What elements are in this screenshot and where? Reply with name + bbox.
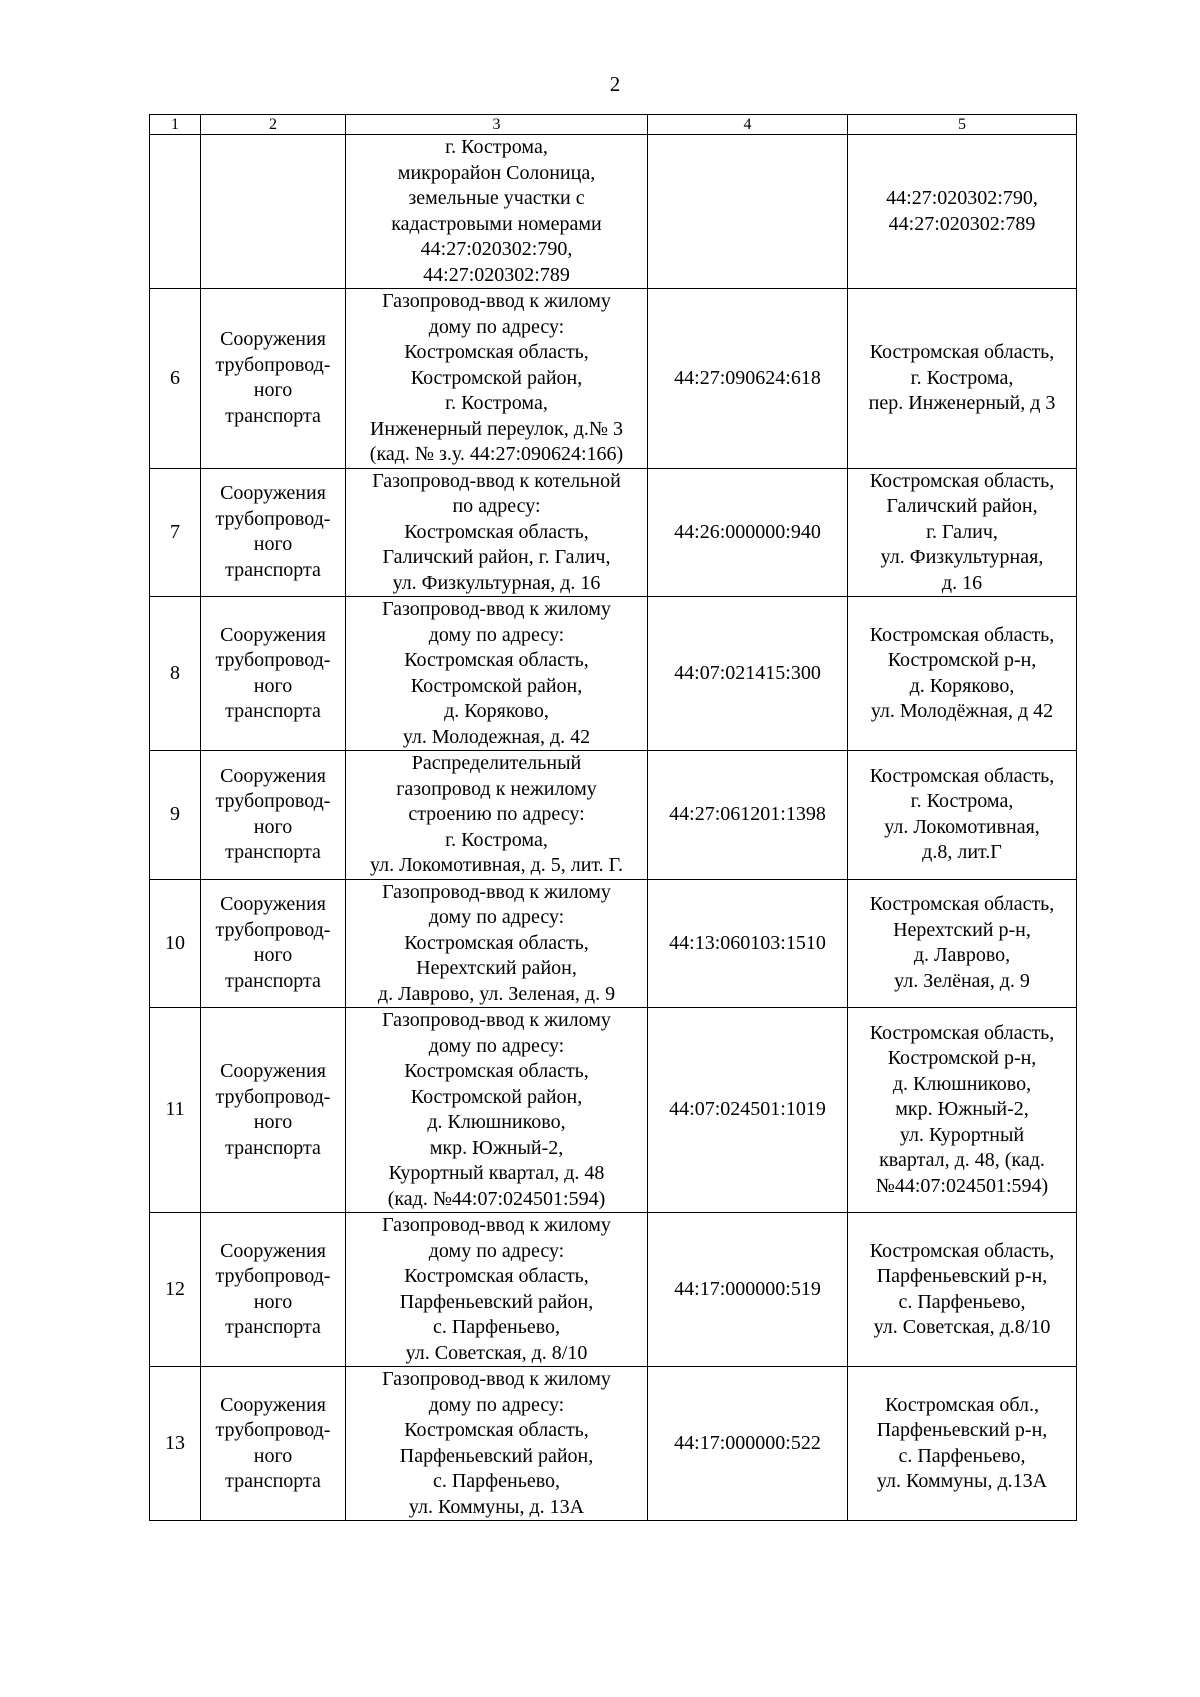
address-cell bbox=[848, 289, 1077, 469]
registry-table bbox=[149, 114, 1077, 1521]
description-line: Газопровод-ввод к жилому bbox=[382, 1009, 611, 1031]
description-line: Нерехтский район, bbox=[416, 957, 577, 979]
description-line: Газопровод-ввод к жилому bbox=[382, 880, 611, 903]
row-number-cell: 7 bbox=[150, 468, 201, 597]
address-cell bbox=[848, 1213, 1077, 1367]
description-line: Костромской район, bbox=[410, 1085, 583, 1108]
continued-description-cell-line: микрорайон Солоница, bbox=[397, 161, 596, 184]
address-line: ул. Курортный bbox=[899, 1123, 1025, 1146]
description-line: Костромская область, bbox=[404, 1265, 589, 1287]
address-line: ул. Коммуны, д.13А bbox=[876, 1470, 1048, 1492]
object-type-line: трубопровод- bbox=[215, 649, 331, 671]
address-line: Костромская область, bbox=[869, 469, 1055, 492]
address-line: г. Кострома, bbox=[910, 366, 1014, 389]
description-line: Распределительный bbox=[411, 752, 582, 774]
address-cell bbox=[848, 1367, 1077, 1521]
table-row bbox=[150, 751, 1077, 880]
object-type-line: транспорта bbox=[225, 969, 321, 992]
description-line: дому по адресу: bbox=[428, 315, 565, 338]
object-type-line: ного bbox=[253, 944, 293, 967]
continued-description-cell bbox=[346, 135, 648, 289]
continued-cadastral-cell bbox=[648, 135, 848, 289]
description-line: Газопровод-ввод к котельной bbox=[372, 469, 621, 492]
cadastral-number-cell: 44:07:021415:300 bbox=[648, 597, 848, 751]
description-line: Парфеньевский район, bbox=[399, 1444, 594, 1467]
address-cell bbox=[848, 597, 1077, 751]
object-type-cell bbox=[201, 1008, 346, 1213]
description-line: Костромская область, bbox=[404, 1419, 589, 1441]
object-type-line: трубопровод- bbox=[215, 1265, 331, 1287]
row-number-cell: 8 bbox=[150, 597, 201, 751]
object-type-cell bbox=[201, 751, 346, 880]
description-line: Газопровод-ввод к жилому bbox=[382, 1214, 611, 1236]
object-type-cell bbox=[201, 1367, 346, 1521]
object-type-line: ного bbox=[253, 379, 293, 402]
address-line: д. Клюшниково, bbox=[892, 1072, 1032, 1095]
description-cell bbox=[346, 468, 648, 597]
object-type-line: трубопровод- bbox=[215, 353, 331, 376]
object-type-line: транспорта bbox=[225, 404, 321, 427]
column-header-5: 5 bbox=[848, 115, 1077, 135]
continued-row bbox=[150, 135, 1077, 289]
description-line: Костромская область, bbox=[404, 931, 589, 954]
object-type-line: трубопровод- bbox=[215, 790, 331, 813]
object-type-line: трубопровод- bbox=[215, 507, 331, 530]
object-type-line: ного bbox=[253, 674, 293, 697]
object-type-line: ного bbox=[253, 533, 293, 556]
address-line: Костромская обл., bbox=[884, 1393, 1039, 1416]
address-line: с. Парфеньево, bbox=[898, 1444, 1026, 1467]
object-type-cell bbox=[201, 879, 346, 1008]
column-header-4: 4 bbox=[648, 115, 848, 135]
description-cell bbox=[346, 1367, 648, 1521]
address-line: д. 16 bbox=[941, 571, 983, 594]
cadastral-number-cell: 44:27:090624:618 bbox=[648, 289, 848, 469]
object-type-line: транспорта bbox=[225, 1316, 321, 1338]
address-cell bbox=[848, 751, 1077, 880]
address-line: г. Кострома, bbox=[910, 790, 1014, 813]
description-line: Курортный квартал, д. 48 bbox=[388, 1162, 605, 1184]
header-row bbox=[150, 115, 1077, 135]
address-line: Нерехтский р-н, bbox=[893, 918, 1031, 941]
object-type-line: транспорта bbox=[225, 700, 321, 722]
row-number-cell: 9 bbox=[150, 751, 201, 880]
object-type-line: Сооружения bbox=[220, 328, 326, 351]
description-line: дому по адресу: bbox=[428, 623, 565, 646]
object-type-cell bbox=[201, 1213, 346, 1367]
row-number-cell: 12 bbox=[150, 1213, 201, 1367]
description-line: с. Парфеньево, bbox=[432, 1316, 561, 1338]
address-line: с. Парфеньево, bbox=[898, 1290, 1026, 1313]
description-line: Газопровод-ввод к жилому bbox=[382, 290, 611, 312]
column-header-1: 1 bbox=[150, 115, 201, 135]
continued-num-cell bbox=[150, 135, 201, 289]
description-cell bbox=[346, 751, 648, 880]
continued-address-cell-line: 44:27:020302:790, bbox=[886, 187, 1038, 209]
description-line: дому по адресу: bbox=[428, 906, 565, 928]
continued-address-cell bbox=[848, 135, 1077, 289]
description-line: дому по адресу: bbox=[428, 1034, 565, 1057]
description-line: ул. Советская, д. 8/10 bbox=[405, 1341, 588, 1364]
description-cell bbox=[346, 597, 648, 751]
object-type-line: трубопровод- bbox=[215, 1419, 331, 1441]
continued-description-cell-line: 44:27:020302:790, bbox=[420, 238, 573, 260]
continued-description-cell-line: земельные участки с bbox=[408, 187, 585, 209]
continued-type-cell bbox=[201, 135, 346, 289]
object-type-line: Сооружения bbox=[220, 1060, 326, 1082]
object-type-line: ного bbox=[253, 1111, 293, 1133]
address-line: Костромской р-н, bbox=[887, 649, 1037, 671]
table-row bbox=[150, 468, 1077, 597]
address-line: Костромская область, bbox=[869, 623, 1055, 646]
object-type-line: Сооружения bbox=[220, 482, 326, 505]
object-type-cell bbox=[201, 289, 346, 469]
object-type-cell bbox=[201, 468, 346, 597]
description-line: ул. Локомотивная, д. 5, лит. Г. bbox=[370, 854, 623, 876]
object-type-line: Сооружения bbox=[220, 1239, 326, 1262]
description-line: Газопровод-ввод к жилому bbox=[382, 1368, 611, 1390]
object-type-line: ного bbox=[253, 1444, 293, 1467]
description-line: г. Кострома, bbox=[445, 392, 548, 414]
cadastral-number-cell: 44:27:061201:1398 bbox=[648, 751, 848, 880]
address-line: ул. Локомотивная, bbox=[884, 815, 1040, 838]
row-number-cell: 13 bbox=[150, 1367, 201, 1521]
description-line: Костромская область, bbox=[404, 649, 589, 671]
address-line: Костромская область, bbox=[869, 1021, 1055, 1044]
row-number-cell: 10 bbox=[150, 879, 201, 1008]
cadastral-number-cell: 44:13:060103:1510 bbox=[648, 879, 848, 1008]
description-line: Костромская область, bbox=[404, 341, 589, 363]
continued-description-cell-line: 44:27:020302:789 bbox=[423, 263, 570, 286]
description-line: д. Клюшниково, bbox=[427, 1111, 566, 1133]
object-type-line: трубопровод- bbox=[215, 918, 331, 941]
address-line: д. Коряково, bbox=[909, 674, 1015, 697]
address-line: мкр. Южный-2, bbox=[895, 1098, 1029, 1121]
description-line: Костромская область, bbox=[404, 1060, 589, 1082]
description-line: г. Кострома, bbox=[445, 828, 548, 851]
column-header-3: 3 bbox=[346, 115, 648, 135]
object-type-line: ного bbox=[253, 815, 293, 838]
description-line: строению по адресу: bbox=[408, 803, 585, 825]
table-row bbox=[150, 597, 1077, 751]
address-line: ул. Советская, д.8/10 bbox=[873, 1316, 1051, 1338]
description-line: д. Коряково, bbox=[444, 700, 549, 722]
address-line: г. Галич, bbox=[926, 520, 998, 543]
description-cell bbox=[346, 1213, 648, 1367]
address-line: ул. Физкультурная, bbox=[880, 546, 1044, 568]
description-line: Газопровод-ввод к жилому bbox=[382, 598, 611, 620]
table-row bbox=[150, 1008, 1077, 1213]
continued-description-cell-line: г. Кострома, bbox=[445, 136, 548, 158]
description-line: Парфеньевский район, bbox=[399, 1290, 594, 1313]
column-header-2: 2 bbox=[201, 115, 346, 135]
description-line: (кад. №44:07:024501:594) bbox=[387, 1187, 606, 1210]
continued-description-cell-line: кадастровыми номерами bbox=[391, 212, 602, 235]
table-row bbox=[150, 1367, 1077, 1521]
description-line: ул. Коммуны, д. 13А bbox=[408, 1495, 585, 1518]
address-line: ул. Молодёжная, д 42 bbox=[870, 700, 1054, 722]
continued-address-cell-line: 44:27:020302:789 bbox=[888, 212, 1036, 235]
object-type-line: трубопровод- bbox=[215, 1085, 331, 1108]
object-type-line: Сооружения bbox=[220, 893, 326, 916]
description-line: (кад. № з.у. 44:27:090624:166) bbox=[369, 443, 624, 465]
object-type-line: Сооружения bbox=[220, 764, 326, 787]
description-line: Инженерный переулок, д.№ 3 bbox=[369, 417, 624, 440]
address-line: ул. Зелёная, д. 9 bbox=[894, 969, 1030, 992]
description-line: мкр. Южный-2, bbox=[429, 1136, 564, 1159]
address-cell bbox=[848, 879, 1077, 1008]
address-line: Галичский район, bbox=[886, 495, 1038, 517]
description-line: ул. Молодежная, д. 42 bbox=[402, 725, 591, 748]
address-line: Костромская область, bbox=[869, 341, 1055, 363]
object-type-cell bbox=[201, 597, 346, 751]
object-type-line: транспорта bbox=[225, 1136, 321, 1159]
description-line: Костромской район, bbox=[410, 674, 583, 697]
object-type-line: ного bbox=[253, 1290, 293, 1313]
address-cell bbox=[848, 1008, 1077, 1213]
table-row bbox=[150, 289, 1077, 469]
address-line: Парфеньевский р-н, bbox=[876, 1265, 1048, 1287]
description-line: по адресу: bbox=[452, 495, 541, 517]
object-type-line: транспорта bbox=[225, 841, 321, 864]
description-line: дому по адресу: bbox=[428, 1393, 565, 1416]
object-type-line: Сооружения bbox=[220, 1393, 326, 1416]
description-line: Костромская область, bbox=[404, 520, 589, 543]
address-line: Костромская область, bbox=[869, 1239, 1055, 1262]
cadastral-number-cell: 44:17:000000:522 bbox=[648, 1367, 848, 1521]
object-type-line: транспорта bbox=[225, 558, 321, 581]
address-cell bbox=[848, 468, 1077, 597]
object-type-line: транспорта bbox=[225, 1470, 321, 1492]
address-line: д. Лаврово, bbox=[913, 944, 1011, 967]
table-row bbox=[150, 879, 1077, 1008]
description-line: с. Парфеньево, bbox=[432, 1470, 561, 1492]
description-cell bbox=[346, 289, 648, 469]
address-line: д.8, лит.Г bbox=[922, 841, 1002, 864]
description-cell bbox=[346, 1008, 648, 1213]
description-line: д. Лаврово, ул. Зеленая, д. 9 bbox=[377, 982, 616, 1005]
table-row bbox=[150, 1213, 1077, 1367]
address-line: Парфеньевский р-н, bbox=[876, 1419, 1048, 1441]
description-line: Галичский район, г. Галич, bbox=[382, 546, 611, 568]
cadastral-number-cell: 44:26:000000:940 bbox=[648, 468, 848, 597]
cadastral-number-cell: 44:17:000000:519 bbox=[648, 1213, 848, 1367]
page-number: 2 bbox=[609, 72, 621, 96]
row-number-cell: 6 bbox=[150, 289, 201, 469]
address-line: №44:07:024501:594) bbox=[875, 1174, 1049, 1197]
description-line: дому по адресу: bbox=[428, 1239, 565, 1262]
address-line: пер. Инженерный, д 3 bbox=[868, 392, 1056, 414]
cadastral-number-cell: 44:07:024501:1019 bbox=[648, 1008, 848, 1213]
object-type-line: Сооружения bbox=[220, 623, 326, 646]
address-line: Костромской р-н, bbox=[887, 1047, 1037, 1070]
address-line: Костромская область, bbox=[869, 764, 1055, 787]
description-line: Костромской район, bbox=[410, 366, 583, 389]
description-cell bbox=[346, 879, 648, 1008]
address-line: Костромская область, bbox=[869, 893, 1055, 916]
address-line: квартал, д. 48, (кад. bbox=[879, 1149, 1045, 1172]
description-line: ул. Физкультурная, д. 16 bbox=[392, 571, 601, 594]
row-number-cell: 11 bbox=[150, 1008, 201, 1213]
description-line: газопровод к нежилому bbox=[396, 777, 597, 800]
